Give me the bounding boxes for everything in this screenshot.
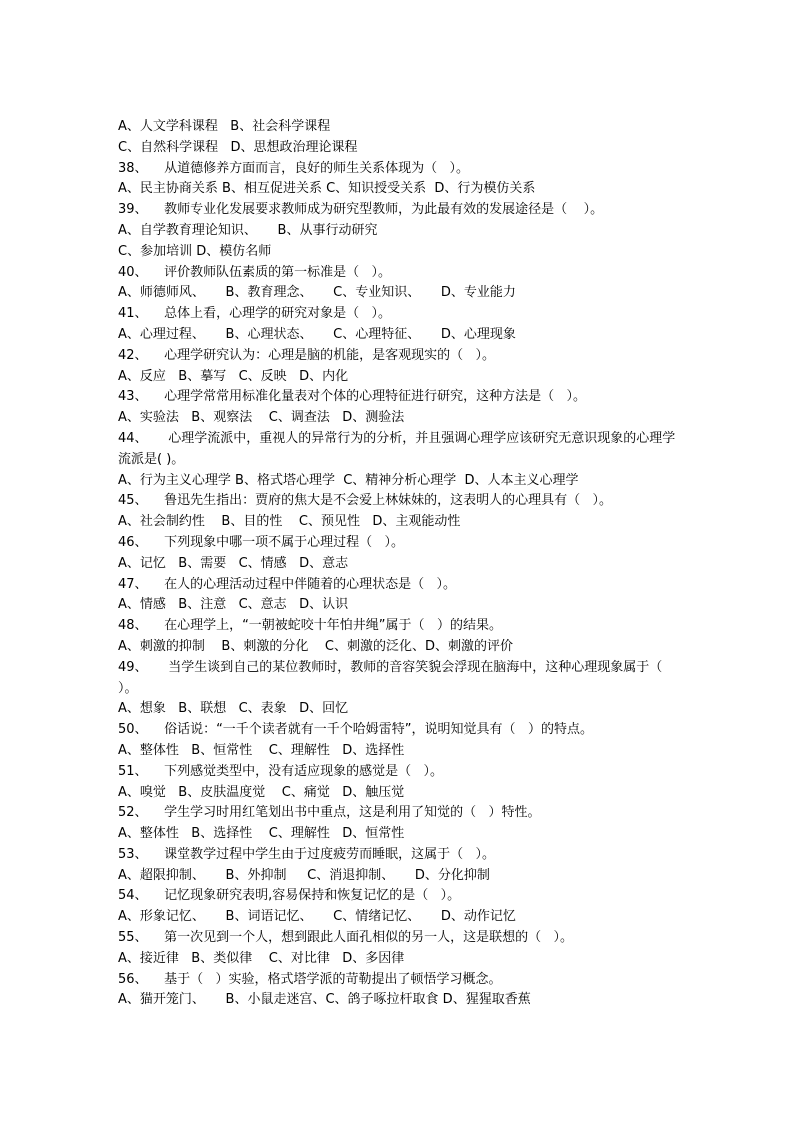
question-44: 44、 心理学流派中，重视人的异常行为的分析，并且强调心理学应该研究无意识现象的心理学流派是( )。 [118,430,676,467]
options-42: A、反应 B、摹写 C、反映 D、内化 [118,368,349,384]
question-41: 41、 总体上看，心理学的研究对象是（ ）。 [118,306,391,322]
options-39: C、参加培训 D、模仿名师 [118,243,272,259]
question-55: 55、 第一次见到一个人，想到跟此人面孔相似的另一人，这是联想的（ ）。 [118,930,573,946]
options-55: A、接近律 B、类似律 C、对比律 D、多因律 [118,950,405,966]
question-40: 40、 评价教师队伍素质的第一标准是（ ）。 [118,264,391,280]
options-43: A、实验法 B、观察法 C、调查法 D、测验法 [118,410,405,426]
options-47: A、情感 B、注意 C、意志 D、认识 [118,597,349,613]
options-51: A、嗅觉 B、皮肤温度觉 C、痛觉 D、触压觉 [118,784,405,800]
options-38: A、民主协商关系 B、相互促进关系 C、知识授受关系 D、行为模仿关系 [118,181,536,197]
options-45: A、社会制约性 B、目的性 C、预见性 D、主观能动性 [118,514,461,530]
options-53: A、超限抑制、 B、外抑制 C、消退抑制、 D、分化抑制 [118,867,490,883]
question-51: 51、 下列感觉类型中，没有适应现象的感觉是（ ）。 [118,763,443,779]
options-54: A、形象记忆、 B、词语记忆、 C、情绪记忆、 D、动作记忆 [118,909,516,925]
options-49: A、想象 B、联想 C、表象 D、回忆 [118,701,349,717]
question-50: 50、 俗话说：“一千个读者就有一千个哈姆雷特”，说明知觉具有（ ）的特点。 [118,722,593,738]
options-56: A、猫开笼门、 B、小鼠走迷宫、C、鸽子啄拉杆取食 D、猩猩取香蕉 [118,992,531,1008]
question-48: 48、 在心理学上，“一朝被蛇咬十年怕井绳”属于（ ）的结果。 [118,618,502,634]
options-48: A、刺激的抑制 B、刺激的分化 C、刺激的泛化、D、刺激的评价 [118,638,513,654]
text-line: C、自然科学课程 D、思想政治理论课程 [118,139,358,155]
question-52: 52、 学生学习时用红笔划出书中重点，这是利用了知觉的（ ）特性。 [118,805,541,821]
text-line: A、人文学科课程 B、社会科学课程 [118,119,331,134]
question-45: 45、 鲁迅先生指出：贾府的焦大是不会爱上林妹妹的，这表明人的心理具有（ ）。 [118,493,612,509]
document-page [118,117,678,1011]
question-42: 42、 心理学研究认为：心理是脑的机能，是客观现实的（ ）。 [118,347,495,363]
question-46: 46、 下列现象中哪一项不属于心理过程（ ）。 [118,534,404,550]
question-54: 54、 记忆现象研究表明,容易保持和恢复记忆的是（ ）。 [118,888,461,904]
options-39: A、自学教育理论知识、 B、从事行动研究 [118,222,378,238]
question-38: 38、 从道德修养方面而言，良好的师生关系体现为（ ）。 [118,160,469,176]
question-39: 39、 教师专业化发展要求教师成为研究型教师，为此最有效的发展途径是（ ）。 [118,202,604,218]
question-49: 49、 当学生谈到自己的某位教师时，教师的音容笑貌会浮现在脑海中，这种心理现象属于（ ）。 [118,659,675,696]
options-52: A、整体性 B、选择性 C、理解性 D、恒常性 [118,826,405,842]
question-53: 53、 课堂教学过程中学生由于过度疲劳而睡眠，这属于（ ）。 [118,846,495,862]
options-41: A、心理过程、 B、心理状态、 C、心理特征、 D、心理现象 [118,326,516,342]
options-50: A、整体性 B、恒常性 C、理解性 D、选择性 [118,742,405,758]
question-43: 43、 心理学常常用标准化量表对个体的心理特征进行研究，这种方法是（ ）。 [118,389,586,405]
options-46: A、记忆 B、需要 C、情感 D、意志 [118,555,349,571]
options-44: A、行为主义心理学 B、格式塔心理学 C、精神分析心理学 D、人本主义心理学 [118,472,579,488]
question-47: 47、 在人的心理活动过程中伴随着的心理状态是（ ）。 [118,576,456,592]
question-56: 56、 基于（ ）实验，格式塔学派的苛勒提出了顿悟学习概念。 [118,971,502,987]
options-40: A、师德师风、 B、教育理念、 C、专业知识、 D、专业能力 [118,285,516,301]
